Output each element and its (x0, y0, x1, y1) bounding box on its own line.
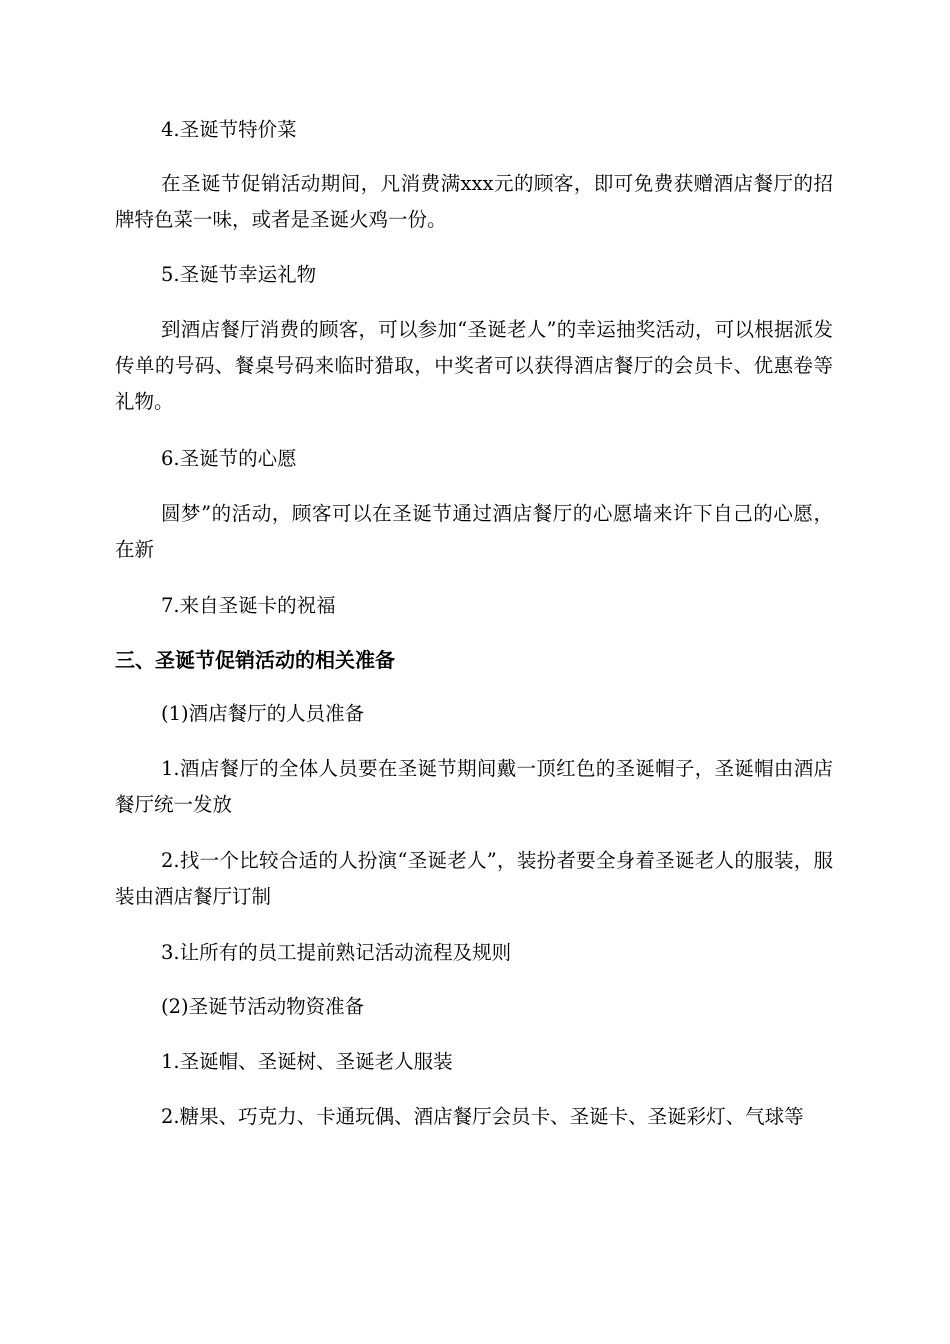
paragraph-santa-actor: 2.找一个比较合适的人扮演“圣诞老人”，装扮者要全身着圣诞老人的服装，服装由酒店餐厅订制 (115, 849, 833, 908)
item-heading-4: 4.圣诞节特价菜 (161, 118, 297, 141)
item-heading-6: 6.圣诞节的心愿 (161, 447, 297, 470)
section-heading: 三、圣诞节促销活动的相关准备 (115, 648, 395, 672)
paragraph-staff-hats: 1.酒店餐厅的全体人员要在圣诞节期间戴一顶红色的圣诞帽子，圣诞帽由酒店餐厅统一发放 (115, 757, 833, 816)
item-heading-7: 7.来自圣诞卡的祝福 (161, 594, 336, 617)
subsection-materials: (2)圣诞节活动物资准备 (161, 995, 365, 1018)
item-heading-5: 5.圣诞节幸运礼物 (161, 263, 317, 286)
subsection-staff: (1)酒店餐厅的人员准备 (161, 702, 365, 725)
paragraph-special-dish: 在圣诞节促销活动期间，凡消费满xxx元的顾客，即可免费获赠酒店餐厅的招牌特色菜一味，或者是圣诞火鸡一份。 (115, 172, 833, 231)
paragraph-staff-rules: 3.让所有的员工提前熟记活动流程及规则 (161, 941, 512, 964)
paragraph-materials-2: 2.糖果、巧克力、卡通玩偶、酒店餐厅会员卡、圣诞卡、圣诞彩灯、气球等 (161, 1105, 804, 1128)
paragraph-lucky-gift: 到酒店餐厅消费的顾客，可以参加“圣诞老人”的幸运抽奖活动，可以根据派发传单的号码、餐桌号码来临时猎取，中奖者可以获得酒店餐厅的会员卡、优惠卷等礼物。 (115, 318, 833, 413)
paragraph-wish: 圆梦”的活动，顾客可以在圣诞节通过酒店餐厅的心愿墙来许下自己的心愿，在新 (115, 502, 833, 561)
paragraph-materials-1: 1.圣诞帽、圣诞树、圣诞老人服装 (161, 1050, 453, 1073)
